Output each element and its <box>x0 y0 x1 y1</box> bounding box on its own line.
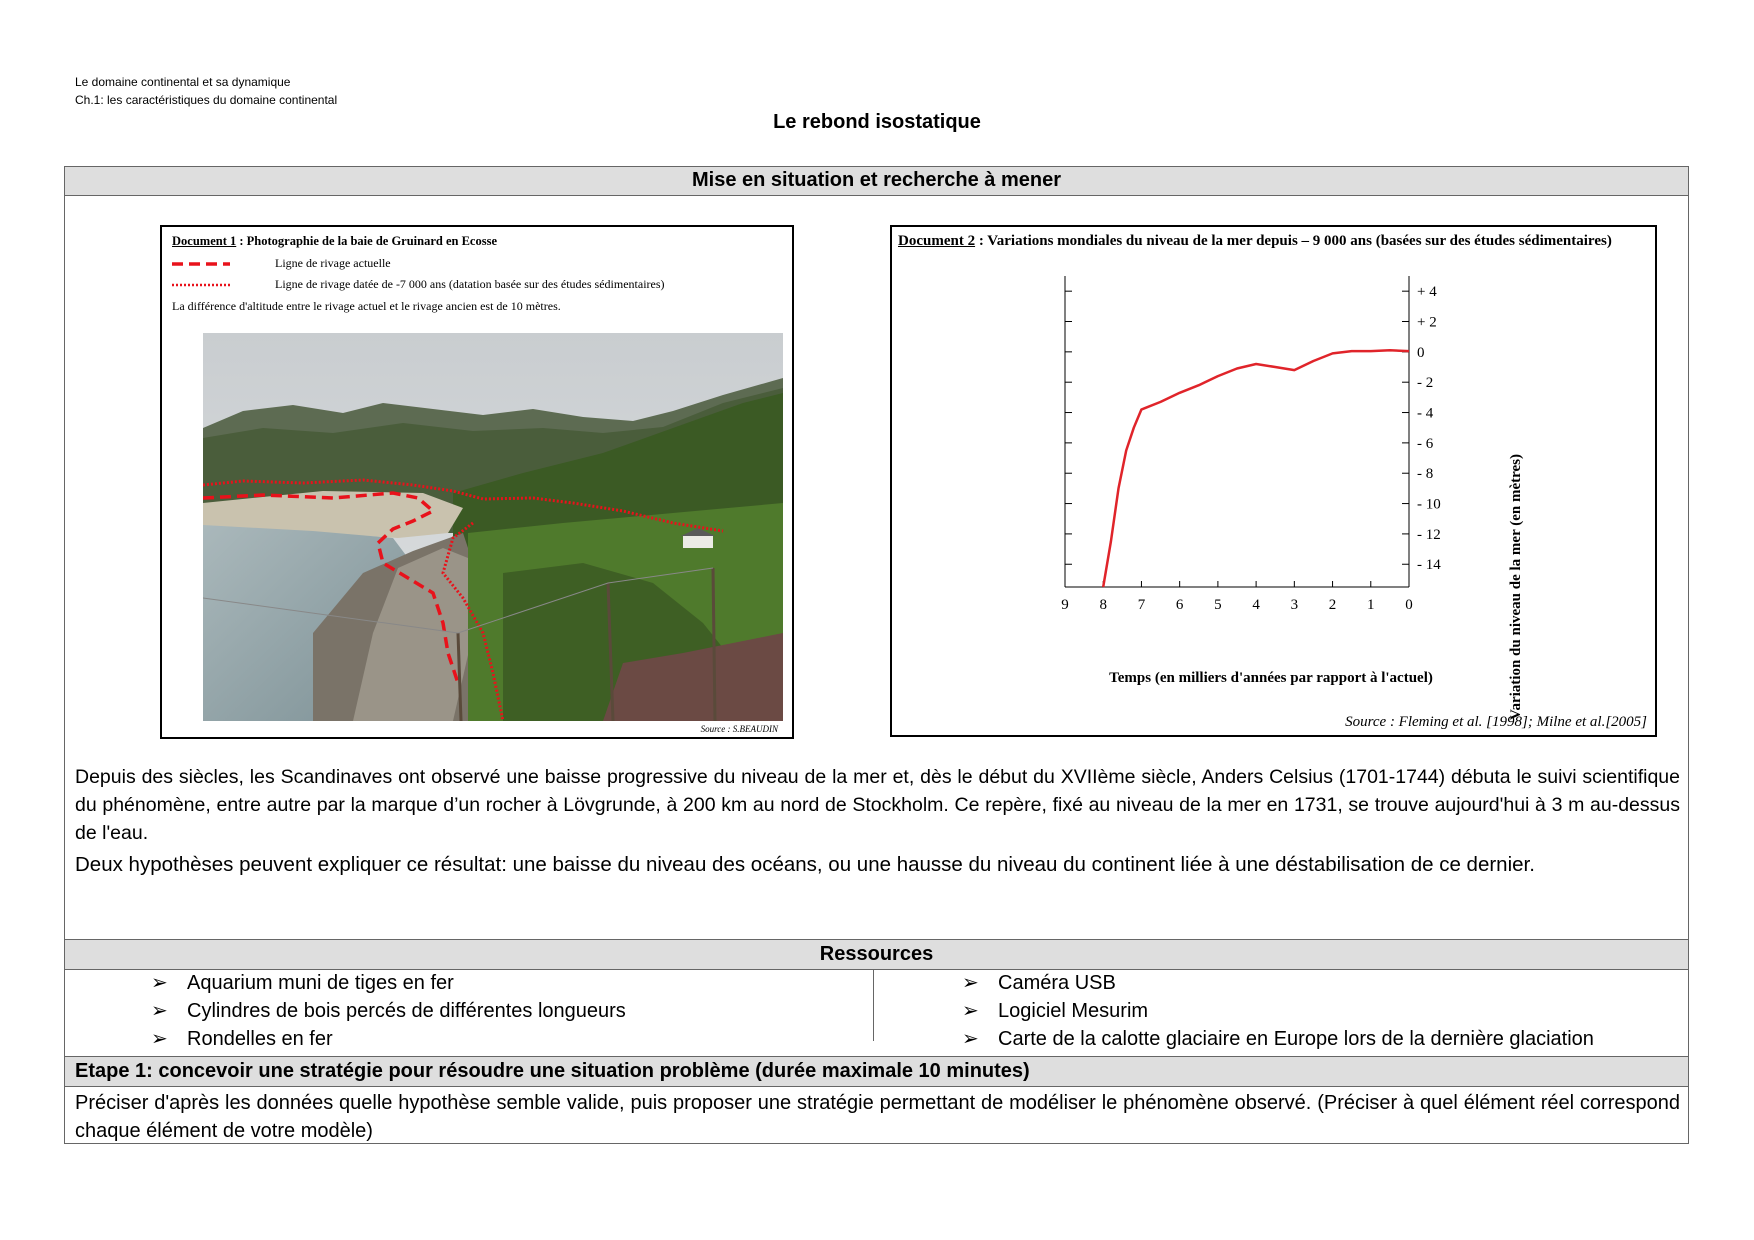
y-tick-label: - 6 <box>1417 435 1434 452</box>
doc1-source: Source : S.BEAUDIN <box>700 724 778 734</box>
y-tick-label: + 2 <box>1417 314 1437 331</box>
y-tick-label: + 4 <box>1417 284 1437 301</box>
section-heading-step1 <box>65 1056 1688 1087</box>
bullet-arrow-icon: ➢ <box>962 1028 979 1050</box>
y-tick-label: - 10 <box>1417 496 1441 513</box>
y-tick-label: 0 <box>1417 344 1425 361</box>
context-paragraph-1: Depuis des siècles, les Scandinaves ont observé une baisse progressive du niveau de la mer et, dès le début du XVIIème siècle, Anders Celsius (1701-1744) débuta le suivi scientifique du phénomène, entre autre par la marque d’un rocher à Lövgrunde, à 200 km au nord de Stockholm. Ce repère, fixé au niveau de la mer en 1731, se trouve aujourd'hui à 3 m au-dessus de l'eau. <box>75 766 1680 844</box>
bullet-arrow-icon: ➢ <box>151 1000 168 1022</box>
resources-right-list <box>962 969 1594 1053</box>
bullet-arrow-icon: ➢ <box>151 1028 168 1050</box>
header-line-2: Ch.1: les caractéristiques du domaine continental <box>75 93 338 107</box>
section-heading-situation-text: Mise en situation et recherche à mener <box>691 169 1062 191</box>
list-item-label: Carte de la calotte glaciaire en Europe lors de la dernière glaciation <box>998 1028 1594 1050</box>
gruinard-bay-photo <box>203 333 783 721</box>
resources-divider <box>873 969 874 1041</box>
chart-ticks <box>1061 284 1441 613</box>
section-heading-step1-text: Etape 1: concevoir une stratégie pour résoudre une situation problème (durée maximale 10 minutes) <box>75 1060 1030 1082</box>
chart-y-axis-label: Variation du niveau de la mer (en mètres) <box>1508 454 1524 720</box>
x-tick-label: 9 <box>1061 597 1069 613</box>
x-tick-label: 6 <box>1175 597 1184 613</box>
chart-x-axis-label: Temps (en milliers d'années par rapport à l'actuel) <box>1109 670 1433 686</box>
x-tick-label: 2 <box>1328 597 1337 613</box>
context-paragraph-2: Deux hypothèses peuvent expliquer ce résultat: une baisse du niveau des océans, ou une hausse du niveau du continent liée à une déstabilisation de ce dernier. <box>75 853 1535 876</box>
legend-old-label: Ligne de rivage datée de -7 000 ans (datation basée sur des études sédimentaires) <box>275 277 665 291</box>
page-title: Le rebond isostatique <box>773 111 981 133</box>
resources-left-list <box>151 969 626 1053</box>
list-item <box>151 969 626 997</box>
y-tick-label: - 12 <box>1417 526 1441 543</box>
list-item-label: Rondelles en fer <box>187 1028 333 1050</box>
y-tick-label: - 4 <box>1417 405 1434 422</box>
list-item-label: Logiciel Mesurim <box>998 1000 1149 1022</box>
doc1-title-text: : Photographie de la baie de Gruinard en Ecosse <box>236 234 498 248</box>
list-item-label: Caméra USB <box>998 972 1116 994</box>
chart-series-line <box>1103 350 1409 587</box>
x-tick-label: 3 <box>1290 597 1299 613</box>
legend-current-label: Ligne de rivage actuelle <box>275 256 391 270</box>
bullet-arrow-icon: ➢ <box>962 1000 979 1022</box>
list-item <box>962 997 1594 1025</box>
y-tick-label: - 8 <box>1417 466 1434 483</box>
doc2-title-text: : Variations mondiales du niveau de la mer depuis – 9 000 ans (basées sur des études sédimentaires) <box>975 233 1612 249</box>
document-1 <box>160 225 794 739</box>
doc1-title <box>172 234 497 249</box>
x-tick-label: 7 <box>1137 597 1146 613</box>
list-item <box>151 1025 626 1053</box>
chart-series <box>1103 350 1409 587</box>
x-tick-label: 1 <box>1367 597 1375 613</box>
list-item <box>962 969 1594 997</box>
y-tick-label: - 14 <box>1417 557 1441 574</box>
bullet-arrow-icon: ➢ <box>962 972 979 994</box>
doc1-legend-lines <box>172 255 237 295</box>
chart-axes <box>1065 276 1409 587</box>
x-tick-label: 0 <box>1405 597 1413 613</box>
list-item <box>151 997 626 1025</box>
header-line-1: Le domaine continental et sa dynamique <box>75 75 291 89</box>
x-tick-label: 5 <box>1214 597 1222 613</box>
bullet-arrow-icon: ➢ <box>151 972 168 994</box>
activity-table <box>64 166 1689 1144</box>
section-heading-situation <box>65 167 1688 196</box>
sea-level-chart <box>892 227 1655 735</box>
doc1-title-prefix: Document 1 <box>172 234 237 248</box>
section-heading-resources <box>65 939 1688 970</box>
step1-instructions: Préciser d'après les données quelle hypothèse semble valide, puis proposer une stratégie permettant de modéliser le phénomène observé. (Préciser à quel élément réel correspond chaque élément de votre modèle) <box>75 1092 1680 1142</box>
list-item-label: Cylindres de bois percés de différentes longueurs <box>187 1000 626 1022</box>
list-item <box>962 1025 1594 1053</box>
doc2-source: Source : Fleming et al. [1998]; Milne et al.[2005] <box>1345 714 1647 730</box>
doc2-title-prefix: Document 2 <box>898 233 976 249</box>
x-tick-label: 8 <box>1099 597 1107 613</box>
x-tick-label: 4 <box>1252 597 1260 613</box>
y-tick-label: - 2 <box>1417 375 1434 392</box>
section-heading-resources-text: Ressources <box>819 943 934 965</box>
doc1-note: La différence d'altitude entre le rivage actuel et le rivage ancien est de 10 mètres. <box>172 299 561 313</box>
document-2 <box>890 225 1657 737</box>
list-item-label: Aquarium muni de tiges en fer <box>187 972 454 994</box>
